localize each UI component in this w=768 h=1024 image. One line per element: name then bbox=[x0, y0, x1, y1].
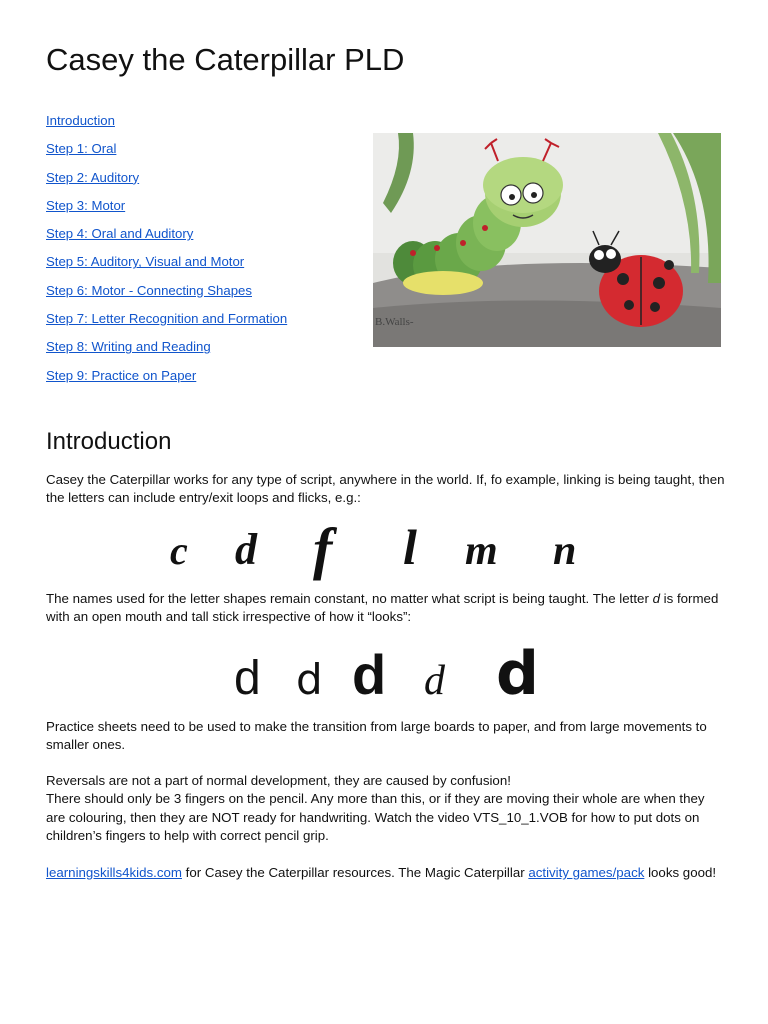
toc-item bbox=[46, 338, 287, 366]
d-sample-italic: d bbox=[424, 658, 445, 704]
cursive-letter-c: c bbox=[170, 528, 188, 573]
cursive-letter-m: m bbox=[465, 528, 498, 574]
paragraph-text: looks good! bbox=[644, 865, 717, 880]
letter-d-italic: d bbox=[652, 591, 660, 606]
toc-link-step-9[interactable]: Step 9: Practice on Paper bbox=[46, 367, 197, 383]
intro-paragraph-5 bbox=[46, 864, 726, 882]
toc-item bbox=[46, 253, 287, 281]
intro-paragraph-2 bbox=[46, 590, 726, 627]
cursive-letter-f: f bbox=[313, 516, 333, 581]
d-sample-rounded: d bbox=[296, 655, 323, 704]
cursive-letter-d: d bbox=[235, 525, 257, 574]
toc-link-step-4[interactable]: Step 4: Oral and Auditory bbox=[46, 226, 194, 242]
activity-games-link[interactable]: activity games/pack bbox=[528, 865, 645, 880]
d-sample-heavy: d bbox=[496, 639, 539, 704]
d-sample-bold: d bbox=[352, 643, 387, 704]
toc-link-step-7[interactable]: Step 7: Letter Recognition and Formation bbox=[46, 311, 288, 327]
toc-item bbox=[46, 112, 287, 140]
pencil-grip-text: There should only be 3 fingers on the pencil. Any more than this, or if they are moving their whole are when they are colouring, then they are NOT ready for handwriting. Watch the video VTS_10_1.VOB for how to put dots on children’s fingers to help with correct pencil grip. bbox=[46, 791, 705, 843]
table-of-contents bbox=[46, 112, 287, 395]
cursive-letters-image bbox=[165, 512, 605, 592]
intro-paragraph-1: Casey the Caterpillar works for any type of script, anywhere in the world. If, fo example, linking is being taught, then the letters can include entry/exit loops and flicks, e.g.: bbox=[46, 472, 725, 506]
intro-paragraph-3: Practice sheets need to be used to make the transition from large boards to paper, and from large movements to smaller ones. bbox=[46, 719, 707, 753]
paragraph-text: The names used for the letter shapes remain constant, no matter what script is being taught. The letter bbox=[46, 591, 653, 606]
toc-link-step-2[interactable]: Step 2: Auditory bbox=[46, 169, 140, 185]
toc-item bbox=[46, 140, 287, 168]
illustration-signature: B.Walls- bbox=[375, 316, 414, 328]
toc-item bbox=[46, 169, 287, 197]
toc-item bbox=[46, 282, 287, 310]
toc-link-introduction[interactable]: Introduction bbox=[46, 113, 115, 128]
paragraph-text: is formed with an open mouth and tall stick irrespective of how it “looks”: bbox=[46, 591, 719, 625]
toc-item bbox=[46, 310, 287, 338]
d-letter-variants-image bbox=[228, 638, 548, 704]
toc-link-step-1[interactable]: Step 1: Oral bbox=[46, 141, 117, 157]
toc-item bbox=[46, 197, 287, 225]
cursive-letter-n: n bbox=[553, 528, 577, 574]
d-sample-sans: d bbox=[234, 652, 261, 704]
caterpillar-ladybug-illustration bbox=[373, 133, 721, 347]
page-title: Casey the Caterpillar PLD bbox=[46, 42, 405, 77]
toc-item bbox=[46, 225, 287, 253]
toc-link-step-6[interactable]: Step 6: Motor - Connecting Shapes bbox=[46, 282, 252, 298]
toc-item bbox=[46, 367, 287, 395]
intro-paragraph-4 bbox=[46, 772, 726, 845]
paragraph-text: for Casey the Caterpillar resources. The Magic Caterpillar bbox=[181, 865, 529, 880]
section-heading-introduction: Introduction bbox=[46, 428, 172, 455]
toc-link-step-8[interactable]: Step 8: Writing and Reading bbox=[46, 339, 211, 355]
reversals-line: Reversals are not a part of normal development, they are caused by confusion! bbox=[46, 773, 511, 788]
cursive-letter-l: l bbox=[403, 519, 417, 575]
toc-link-step-3[interactable]: Step 3: Motor bbox=[46, 197, 126, 213]
learningskills-link[interactable]: learningskills4kids.com bbox=[46, 865, 182, 880]
toc-link-step-5[interactable]: Step 5: Auditory, Visual and Motor bbox=[46, 254, 245, 270]
